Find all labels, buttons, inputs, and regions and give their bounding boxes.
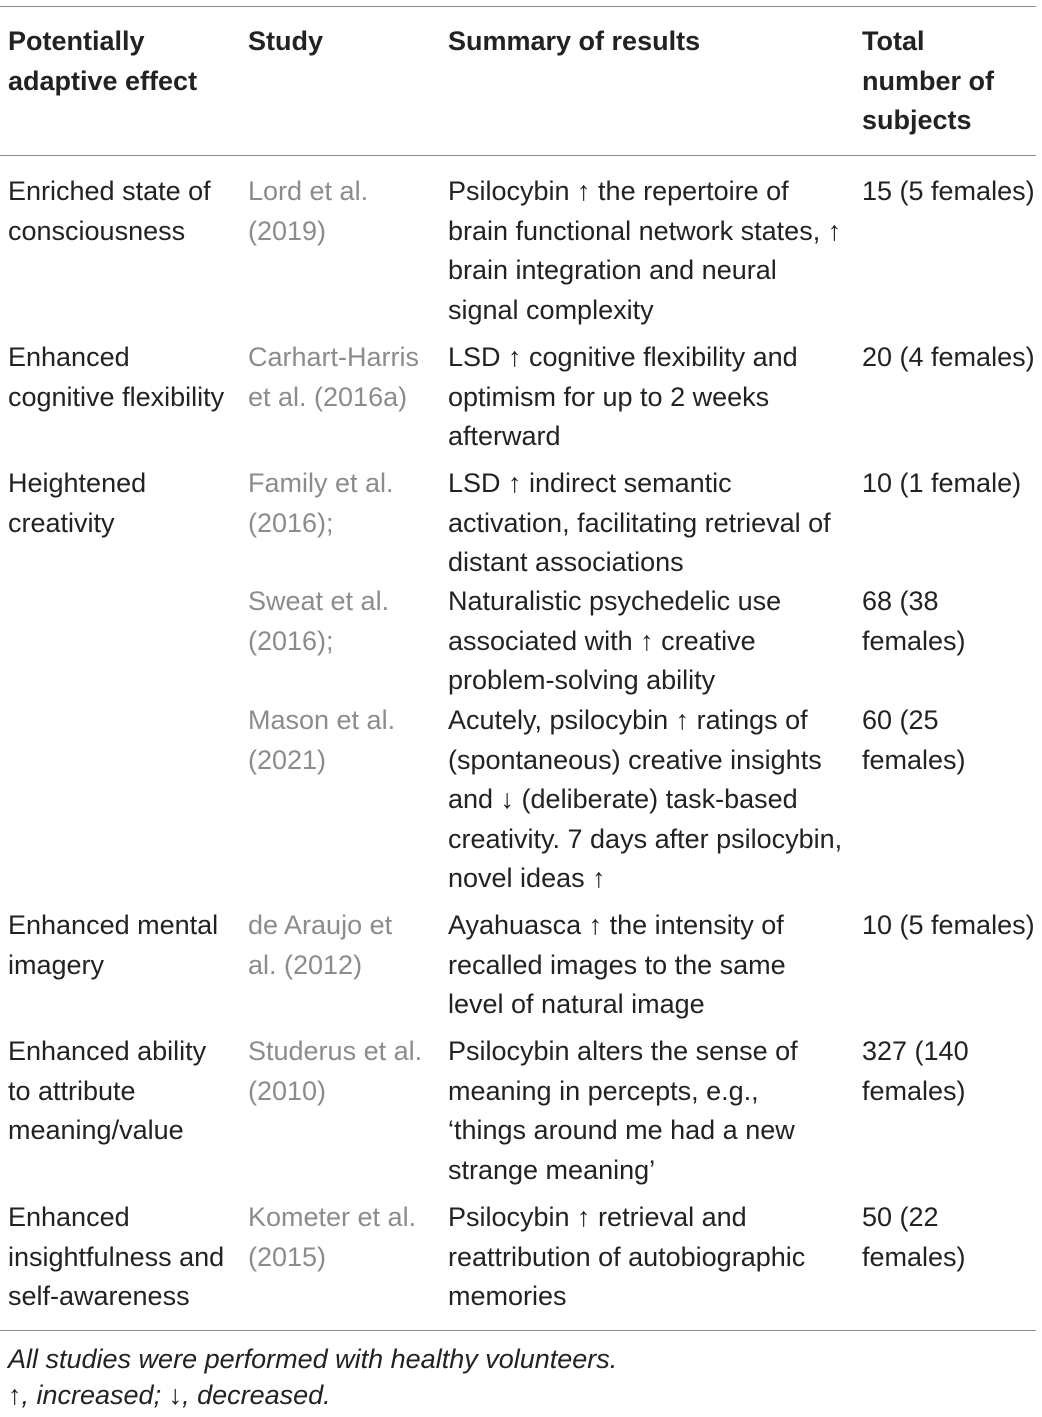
subjects-cell: 68 (38 females) [862, 586, 966, 656]
effect-cell: Enhanced ability to attribute meaning/value [8, 1036, 207, 1145]
summary-cell: Naturalistic psychedelic use associated with ↑ creative problem-solving ability [448, 586, 782, 695]
summary-cell: Psilocybin ↑ the repertoire of brain functional network states, ↑ brain integration and neural signal complexity [448, 176, 842, 325]
summary-cell: Acutely, psilocybin ↑ ratings of (spontaneous) creative insights and ↓ (deliberate) task-based creativity. 7 days after psilocybin, novel ideas ↑ [448, 705, 843, 893]
study-cell: Studerus et al. (2010) [248, 1036, 423, 1106]
summary-cell: LSD ↑ cognitive flexibility and optimism for up to 2 weeks afterward [448, 342, 798, 451]
effect-cell: Enriched state of consciousness [8, 176, 211, 246]
subjects-cell: 10 (5 females) [862, 910, 1035, 940]
study-cell: Kometer et al. (2015) [248, 1202, 417, 1272]
top-rule [0, 6, 1036, 7]
effect-cell: Enhanced mental imagery [8, 910, 219, 980]
header-subjects: Total number of subjects [862, 26, 994, 135]
study-cell: Lord et al. (2019) [248, 176, 369, 246]
header-effect: Potentially adaptive effect [8, 26, 198, 96]
subjects-cell: 60 (25 females) [862, 705, 966, 775]
header-study: Study [248, 26, 324, 56]
footnote-arrow-legend: ↑, increased; ↓, decreased. [8, 1380, 331, 1410]
summary-cell: Psilocybin ↑ retrieval and reattribution of autobiographic memories [448, 1202, 806, 1311]
study-cell: de Araujo et al. (2012) [248, 910, 393, 980]
study-cell: Carhart-Harris et al. (2016a) [248, 342, 420, 412]
study-cell: Mason et al. (2021) [248, 705, 396, 775]
effect-cell: Enhanced insightfulness and self-awareness [8, 1202, 225, 1311]
footnote-healthy-volunteers: All studies were performed with healthy volunteers. [8, 1344, 618, 1374]
study-cell: Family et al. (2016); [248, 468, 394, 538]
header-summary: Summary of results [448, 26, 701, 56]
summary-cell: Psilocybin alters the sense of meaning in percepts, e.g., ‘things around me had a new strange meaning’ [448, 1036, 798, 1185]
subjects-cell: 50 (22 females) [862, 1202, 966, 1272]
summary-cell: LSD ↑ indirect semantic activation, facilitating retrieval of distant associations [448, 468, 831, 577]
subjects-cell: 327 (140 females) [862, 1036, 969, 1106]
subjects-cell: 10 (1 female) [862, 468, 1022, 498]
bottom-rule [0, 1330, 1036, 1331]
effect-cell: Heightened creativity [8, 468, 147, 538]
subjects-cell: 15 (5 females) [862, 176, 1035, 206]
header-rule [0, 155, 1036, 156]
summary-cell: Ayahuasca ↑ the intensity of recalled images to the same level of natural image [448, 910, 786, 1019]
subjects-cell: 20 (4 females) [862, 342, 1035, 372]
effect-cell: Enhanced cognitive flexibility [8, 342, 225, 412]
study-cell: Sweat et al. (2016); [248, 586, 390, 656]
